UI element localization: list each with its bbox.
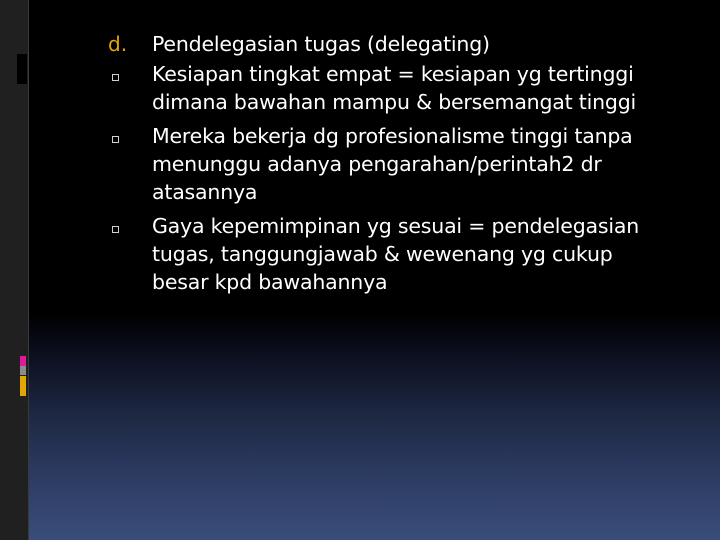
heading-marker-cell	[108, 30, 152, 58]
bullet-marker-cell	[108, 122, 152, 150]
accent-bar-yellow	[20, 376, 26, 396]
heading-text: Pendelegasian tugas (delegating)	[152, 32, 490, 56]
heading-marker: d.	[108, 32, 128, 56]
heading-row	[108, 30, 688, 58]
bullet-marker-cell	[108, 60, 152, 88]
slide-content	[108, 30, 688, 296]
bullet-item	[108, 122, 688, 206]
bullet-item	[108, 60, 688, 116]
accent-bar-grey	[20, 366, 26, 375]
accent-bar-pink	[20, 356, 26, 366]
bullet-text: Gaya kepemimpinan yg sesuai = pendelegasian tugas, tanggungjawab & wewenang yg cukup besar kpd bawahannya	[152, 214, 639, 294]
square-bullet-icon	[112, 136, 119, 143]
bullet-text: Mereka bekerja dg profesionalisme tinggi tanpa menunggu adanya pengarahan/perintah2 dr atasannya	[152, 124, 633, 204]
bullet-marker-cell	[108, 212, 152, 240]
square-bullet-icon	[112, 74, 119, 81]
accent-block-black	[17, 54, 27, 84]
bullet-text: Kesiapan tingkat empat = kesiapan yg tertinggi dimana bawahan mampu & bersemangat tinggi	[152, 62, 637, 114]
square-bullet-icon	[112, 226, 119, 233]
bullet-item	[108, 212, 688, 296]
